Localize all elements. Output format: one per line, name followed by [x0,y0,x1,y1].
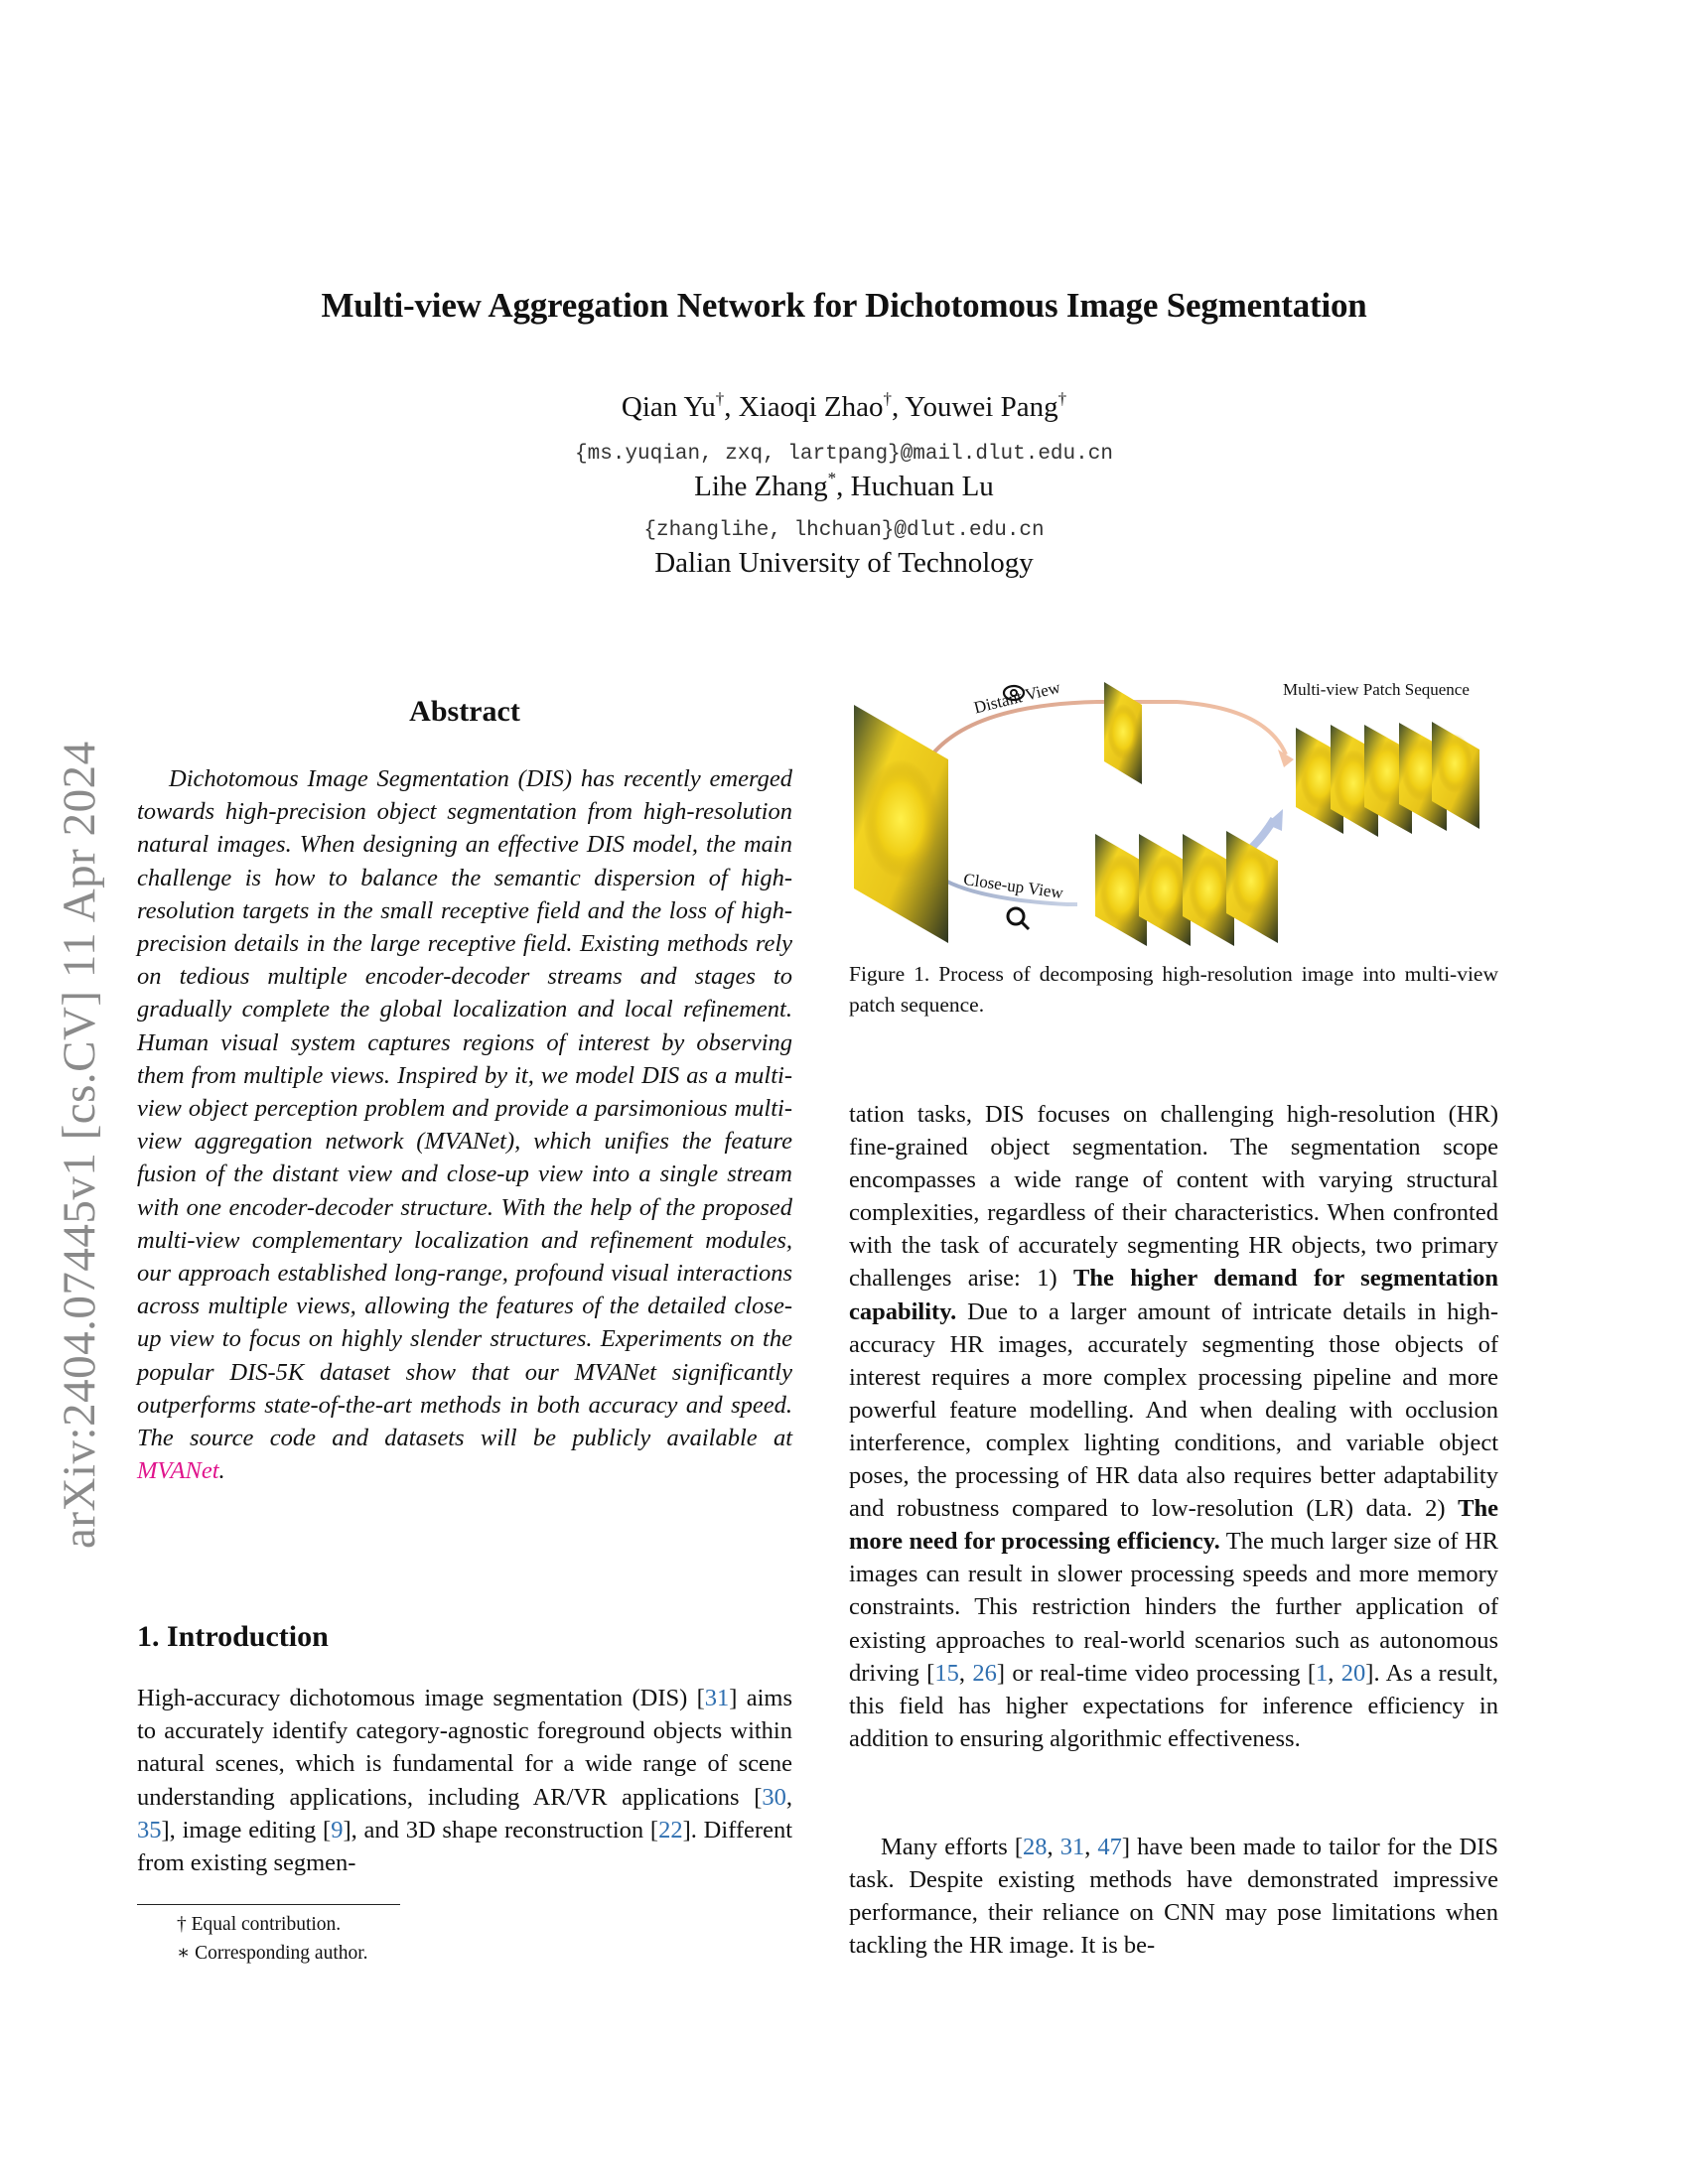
intro-paragraph-2: Many efforts [28, 31, 47] have been made to tailor for the DIS task. Despite existing methods have demonstrated impressive performance, their reliance on CNN may pose limitations when tackling the HR image. It is be- [849,1834,1499,1960]
footnote-equal-contribution: † Equal contribution. [177,1914,342,1935]
author-name: Lihe Zhang [694,471,828,502]
author-emails-1: {ms.yuqian, zxq, lartpang}@mail.dlut.edu.cn [575,443,1113,466]
paper-title: Multi-view Aggregation Network for Dichotomous Image Segmentation [321,286,1367,325]
author-name: Qian Yu [621,391,716,423]
citation-link[interactable]: 22 [658,1816,683,1843]
code-link[interactable]: MVANet [137,1457,219,1485]
equal-contribution-mark: † [715,389,725,408]
citation-link[interactable]: 28 [1022,1834,1048,1860]
figure-1-illustration [849,660,1498,958]
abstract-heading: Abstract [409,695,520,728]
section-heading-introduction: 1. Introduction [137,1620,329,1653]
author-line-2: Lihe Zhang*, Huchuan Lu [694,469,994,502]
figure-1-caption: Figure 1. Process of decomposing high-resolution image into multi-view patch sequence. [849,962,1498,1017]
distant-view-patch [1104,682,1142,784]
citation-link[interactable]: 35 [137,1816,162,1843]
equal-contribution-mark: † [883,389,892,408]
citation-link[interactable]: 1 [1316,1659,1329,1687]
author-name: Huchuan Lu [850,471,994,502]
citation-link[interactable]: 30 [762,1783,786,1811]
author-line-1: Qian Yu†, Xiaoqi Zhao†, Youwei Pang† [621,389,1067,423]
patch-sequence-label: Multi-view Patch Sequence [1283,680,1470,699]
abstract-body [137,762,792,1487]
abstract-end: . [218,1457,225,1485]
bold-emphasis: The more need for processing efficiency. [849,1495,1498,1556]
affiliation: Dalian University of Technology [654,547,1034,579]
author-emails-2: {zhanglihe, lhchuan}@dlut.edu.cn [643,519,1045,542]
abstract-text: Dichotomous Image Segmentation (DIS) has recently emerged towards high-precision object segmentation from high-resolution natural images. When designing an effective DIS model, the main challenge is how to balance the semantic dispersion of high-resolution targets in the small receptive field and the loss of high-precision details in the large receptive field. Existing methods rely on tedious multiple encoder-decoder streams and stages to gradually complete the global localization and local refinement. Human visual system captures regions of interest by observing them from multiple views. Inspired by it, we model DIS as a multi-view object perception problem and provide a parsimonious multi-view aggregation network (MVANet), which unifies the feature fusion of the distant view and close-up view into a single stream with one encoder-decoder structure. With the help of the proposed multi-view complementary localization and refinement modules, our approach established long-range, profound visual interactions across multiple views, allowing the features of the detailed close-up view to focus on highly slender structures. Experiments on the popular DIS-5K dataset show that our MVANet significantly outperforms state-of-the-art methods in both accuracy and speed. The source code and datasets will be publicly available at [137,765,792,1452]
citation-link[interactable]: 31 [704,1685,730,1711]
magnifier-icon [1008,908,1029,929]
equal-contribution-mark: † [1057,389,1067,408]
closeup-patches [1095,831,1278,946]
closeup-view-label: Close-up View [962,870,1065,902]
distant-view-label: Distant View [971,677,1062,718]
multiview-patch-sequence [1296,722,1479,837]
intro-paragraph-1-continued: tation tasks, DIS focuses on challenging high-resolution (HR) fine-grained object segmentation. The segmentation scope encompasses a wide range of content with varying structural complexities, regardless of their characteristics. When confronted with the task of accurately segmenting HR objects, two primary challenges arise: 1) The higher demand for segmentation capability. Due to a larger amount of intricate details in high-accuracy HR images, accurately segmenting those objects of interest requires a more complex processing pipeline and more powerful feature modelling. And when dealing with occlusion interference, complex lighting conditions, and variable object poses, the processing of HR data also requires better adaptability and robustness compared to low-resolution (LR) data. 2) The more need for processing efficiency. The much larger size of HR images can result in slower processing speeds and more memory constraints. This restriction hinders the further application of existing approaches to real-world scenarios such as autonomous driving [15, 26] or real-time video processing [1, 20]. As a result, this field has higher expectations for inference efficiency in addition to ensuring algorithmic effectiveness. [849,1101,1499,1752]
citation-link[interactable]: 26 [972,1659,997,1687]
citation-link[interactable]: 31 [1059,1834,1085,1860]
footnote-divider [137,1904,400,1905]
footnote-corresponding-author: ∗ Corresponding author. [177,1943,368,1964]
source-image [854,705,948,943]
citation-link[interactable]: 20 [1340,1659,1366,1687]
citation-link[interactable]: 47 [1097,1834,1122,1860]
author-name: Youwei Pang [905,391,1058,423]
author-name: Xiaoqi Zhao [738,391,884,423]
bold-emphasis: The higher demand for segmentation capability. [849,1265,1498,1325]
corresponding-author-mark: * [827,469,837,487]
citation-link[interactable]: 15 [934,1659,959,1687]
citation-link[interactable]: 9 [331,1816,344,1843]
arxiv-identifier-stamp: arXiv:2404.07445v1 [cs.CV] 11 Apr 2024 [54,741,105,1549]
intro-paragraph-1: High-accuracy dichotomous image segmentation (DIS) [31] aims to accurately identify category-agnostic foreground objects within natural scenes, which is fundamental for a wide range of scene understanding applications, including AR/VR applications [30, 35], image editing [9], and 3D shape reconstruction [22]. Different from existing segmen- [137,1685,793,1877]
figure-1 [849,660,1498,958]
